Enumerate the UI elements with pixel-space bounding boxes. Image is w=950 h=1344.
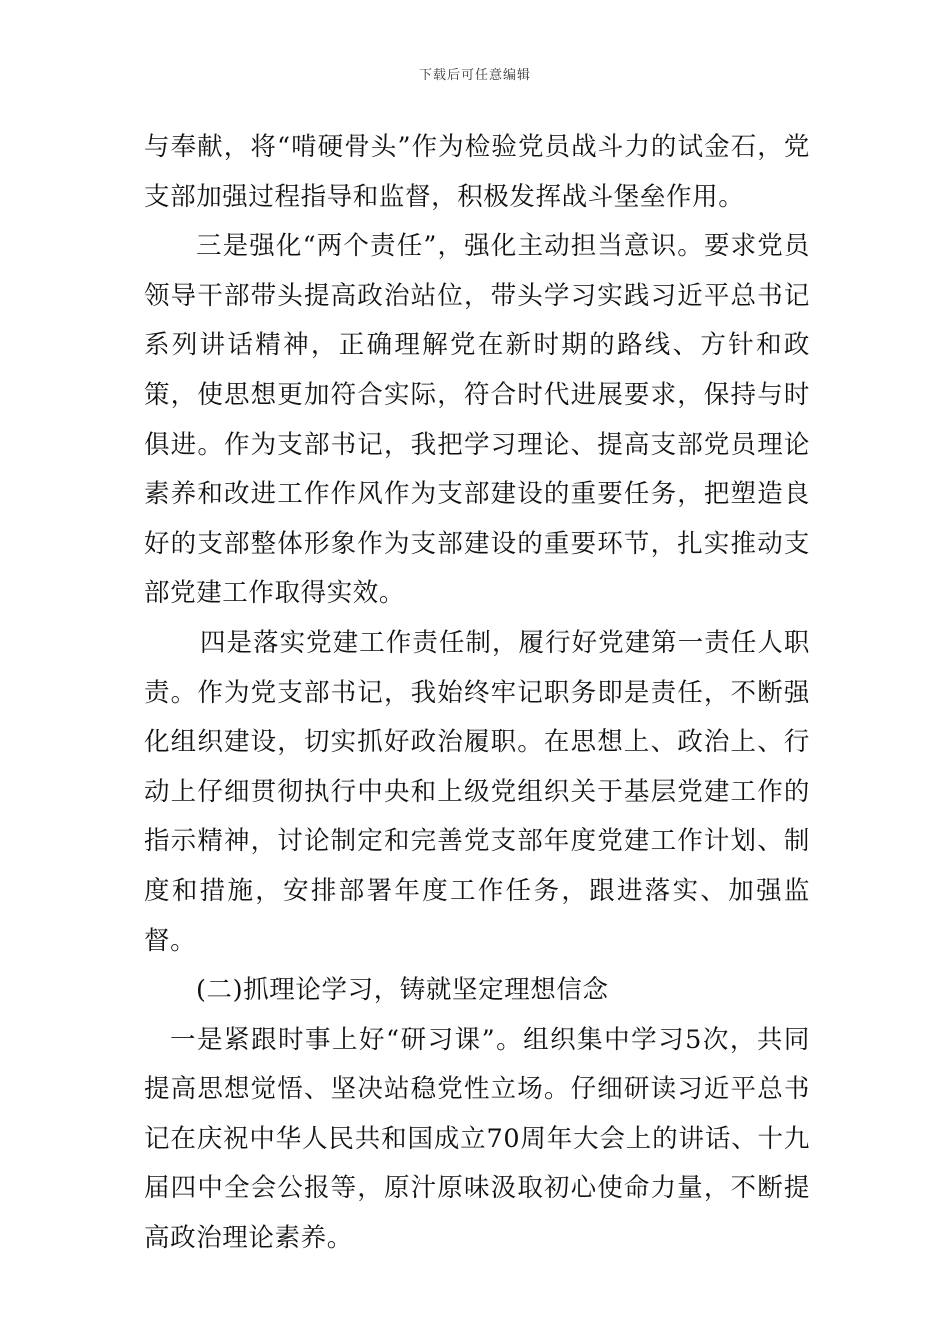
header-note: 下载后可任意编辑: [418, 68, 531, 83]
paragraph-party-building-duty: 四是落实党建工作责任制，履行好党建第一责任人职责。作为党支部书记，我始终牢记职务即是责任，不断强化组织建设，切实抓好政治履职。在思想上、政治上、行动上仔细贯彻执行中央和上级党组织关于基层党建工作的指示精神，讨论制定和完善党支部年度党建工作计划、制度和措施，安排部署年度工作任务，跟进落实、加强监督。: [144, 627, 810, 956]
document-body: [144, 123, 810, 1264]
section-heading: (二)抓理论学习，铸就坚定理想信念: [196, 975, 609, 1006]
paragraph-responsibility: 三是强化“两个责任”，强化主动担当意识。要求党员领导干部带头提高政治站位，带头学习实践习近平总书记系列讲话精神，正确理解党在新时期的路线、方针和政策，使思想更加符合实际，符合时代进展要求，保持与时俱进。作为支部书记，我把学习理论、提高支部党员理论素养和改进工作作风作为支部建设的重要任务，把塑造良好的支部整体形象作为支部建设的重要环节，扎实推动支部党建工作取得实效。: [144, 231, 810, 609]
paragraph-continuation: 与奉献，将“啃硬骨头”作为检验党员战斗力的试金石，党支部加强过程指导和监督，积极发挥战斗堡垒作用。: [144, 132, 810, 212]
paragraph-study-course: 一是紧跟时事上好“研习课”。组织集中学习5次，共同提高思想觉悟、坚决站稳党性立场。仔细研读习近平总书记在庆祝中华人民共和国成立70周年大会上的讲话、十九届四中全会公报等，原汁原味汲取初心使命力量，不断提高政治理论素养。: [144, 1024, 810, 1254]
